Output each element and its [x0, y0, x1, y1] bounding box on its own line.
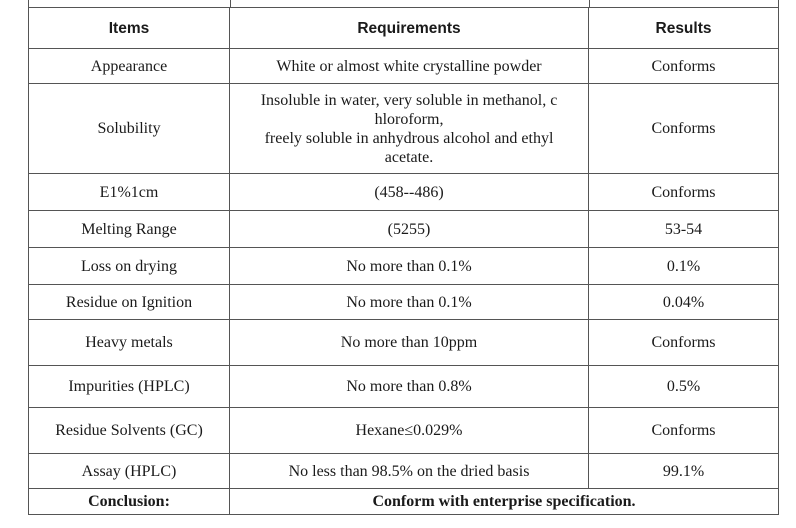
row-requirement: Hexane≤0.029%: [230, 408, 589, 454]
row-requirement: No less than 98.5% on the dried basis: [230, 454, 589, 489]
row-result: 53-54: [589, 211, 779, 248]
row-result: Conforms: [589, 320, 779, 366]
table-row: [29, 174, 779, 211]
conclusion-row: [29, 489, 779, 515]
table-row: [29, 366, 779, 408]
table-row: [29, 211, 779, 248]
row-result: 0.1%: [589, 248, 779, 285]
row-result: 0.5%: [589, 366, 779, 408]
table-row: [29, 320, 779, 366]
row-result: Conforms: [589, 174, 779, 211]
row-item: Loss on drying: [29, 248, 230, 285]
table-row: [29, 248, 779, 285]
specification-table: [28, 7, 779, 515]
row-result: Conforms: [589, 408, 779, 454]
row-requirement: White or almost white crystalline powder: [230, 49, 589, 84]
row-result: 99.1%: [589, 454, 779, 489]
header-requirements: Requirements: [230, 8, 589, 49]
table-row: [29, 285, 779, 320]
row-item: Residue Solvents (GC): [29, 408, 230, 454]
requirement-line: acetate.: [384, 148, 434, 166]
header-results: Results: [589, 8, 779, 49]
conclusion-label: Conclusion:: [29, 489, 230, 515]
row-item: Heavy metals: [29, 320, 230, 366]
table-row: [29, 84, 779, 174]
table-row: [29, 49, 779, 84]
table-row: [29, 454, 779, 489]
row-item: E1%1cm: [29, 174, 230, 211]
row-requirement: No more than 10ppm: [230, 320, 589, 366]
row-item: Solubility: [29, 84, 230, 174]
row-item: Appearance: [29, 49, 230, 84]
row-requirement: (458--486): [230, 174, 589, 211]
row-item: Residue on Ignition: [29, 285, 230, 320]
header-items: Items: [29, 8, 230, 49]
row-requirement: No more than 0.1%: [230, 248, 589, 285]
conclusion-text: Conform with enterprise specification.: [230, 489, 779, 515]
requirement-line: Insoluble in water, very soluble in methanol, c: [260, 91, 558, 109]
requirement-line: freely soluble in anhydrous alcohol and ethyl: [264, 129, 554, 147]
row-item: Melting Range: [29, 211, 230, 248]
row-result: 0.04%: [589, 285, 779, 320]
requirement-line: hloroform,: [374, 110, 444, 128]
row-result: Conforms: [589, 49, 779, 84]
row-item: Impurities (HPLC): [29, 366, 230, 408]
row-result: Conforms: [589, 84, 779, 174]
row-requirement: No more than 0.8%: [230, 366, 589, 408]
row-requirement: (5255): [230, 211, 589, 248]
row-item: Assay (HPLC): [29, 454, 230, 489]
table-row: [29, 408, 779, 454]
row-requirement: [230, 84, 589, 174]
row-requirement: No more than 0.1%: [230, 285, 589, 320]
table-header-row: [29, 8, 779, 49]
